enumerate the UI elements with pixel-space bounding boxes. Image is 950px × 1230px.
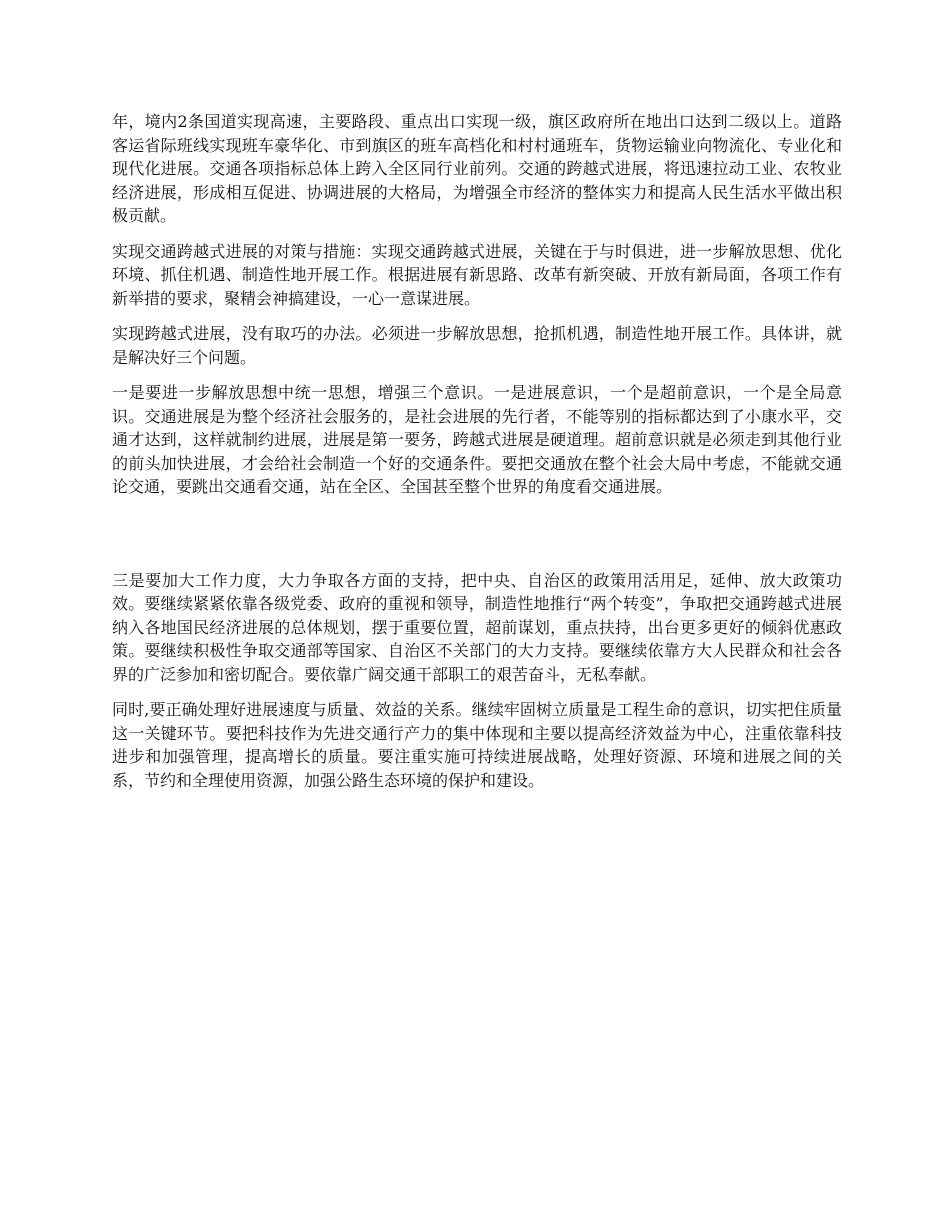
paragraph-3: 实现跨越式进展，没有取巧的办法。必须进一步解放思想，抢抓机遇，制造性地开展工作。具体讲，就是解决好三个问题。 (112, 324, 842, 367)
paragraph-4: 一是要进一步解放思想中统一思想，增强三个意识。一是进展意识，一个是超前意识，一个是全局意识。交通进展是为整个经济社会服务的，是社会进展的先行者，不能等别的指标都达到了小康水平，交通才达到，这样就制约进展，进展是第一要务，跨越式进展是硬道理。超前意识就是必须走到其他行业的前头加快进展，才会给社会制造一个好的交通条件。要把交通放在整个社会大局中考虑，不能就交通论交通，要跳出交通看交通，站在全区、全国甚至整个世界的角度看交通进展。 (112, 383, 842, 496)
paragraph-2: 实现交通跨越式进展的对策与措施：实现交通跨越式进展，关键在于与时俱进，进一步解放思想、优化环境、抓住机遇、制造性地开展工作。根据进展有新思路、改革有新突破、开放有新局面，各项工作有新举措的要求，聚精会神搞建设，一心一意谋进展。 (112, 241, 842, 308)
paragraph-5: 三是要加大工作力度，大力争取各方面的支持，把中央、自治区的政策用活用足，延伸、放大政策功效。要继续紧紧依靠各级党委、政府的重视和领导，制造性地推行“两个转变”，争取把交通跨越式进展纳入各地国民经济进展的总体规划，摆于重要位置，超前谋划，重点扶持，出台更多更好的倾斜优惠政策。要继续积极性争取交通部等国家、自治区不关部门的大力支持。要继续依靠方大人民群众和社会各界的广泛参加和密切配合。要依靠广阔交通干部职工的艰苦奋斗，无私奉献。 (112, 570, 842, 684)
paragraph-6: 同时,要正确处理好进展速度与质量、效益的关系。继续牢固树立质量是工程生命的意识，切实把住质量这一关键环节。要把科技作为先进交通行产力的集中体现和主要以提高经济效益为中心，注重依靠科技进步和加强管理，提高增长的质量。要注重实施可持续进展战略，处理好资源、环境和进展之间的关系，节约和全理使用资源，加强公路生态环境的保护和建设。 (112, 700, 842, 790)
document-page (112, 110, 842, 792)
paragraph-1: 年，境内2条国道实现高速，主要路段、重点出口实现一级，旗区政府所在地出口达到二级以上。道路客运省际班线实现班车豪华化、市到旗区的班车高档化和村村通班车，货物运输业向物流化、专业化和现代化进展。交通各项指标总体上跨入全区同行业前列。交通的跨越式进展，将迅速拉动工业、农牧业经济进展，形成相互促进、协调进展的大格局，为增强全市经济的整体实力和提高人民生活水平做出积极贡献。 (112, 112, 842, 225)
